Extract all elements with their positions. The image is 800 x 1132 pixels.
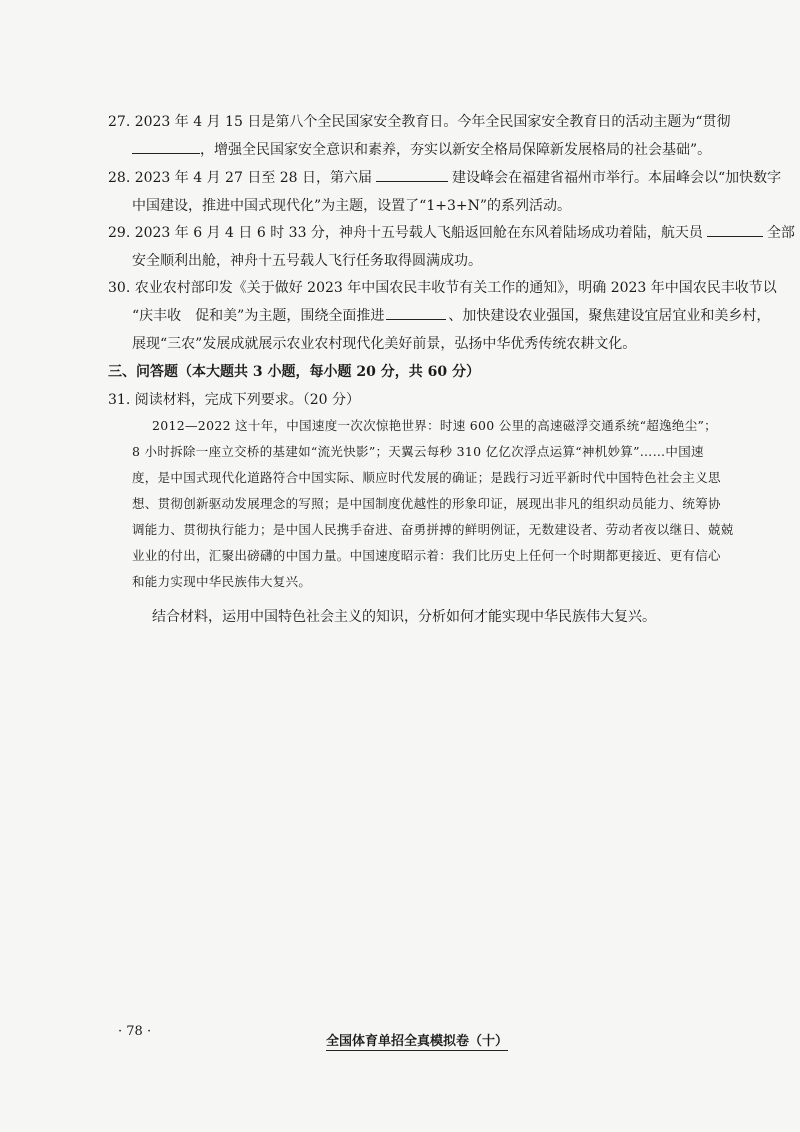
q30-answer-blank[interactable] — [386, 305, 446, 320]
q27-answer-blank[interactable] — [132, 139, 200, 154]
q31-material-line-2: 8 小时拆除一座立交桥的基建如“流光快影”；天翼云每秒 310 亿亿次浮点运算“神机妙算”……中国速 — [132, 444, 704, 459]
q30-line-2-text-b: 、加快建设农业强国，聚焦建设宜居宜业和美乡村， — [448, 308, 771, 324]
q27-line-2-text: ，增强全民国家安全意识和素养，夯实以新安全格局保障新发展格局的社会基础”。 — [200, 142, 712, 158]
q31-intro: 31. 阅读材料，完成下列要求。（20 分） — [108, 392, 360, 408]
q31-task: 结合材料，运用中国特色社会主义的知识，分析如何才能实现中华民族伟大复兴。 — [152, 609, 656, 625]
q30-line-1: 30. 农业农村部印发《关于做好 2023 年中国农民丰收节有关工作的通知》，明确 2023 年中国农民丰收节以 — [108, 280, 777, 296]
q28-line-1 — [108, 167, 781, 189]
q27-line-1: 27. 2023 年 4 月 15 日是第八个全民国家安全教育日。今年全民国家安全教育日的活动主题为“贯彻 — [108, 114, 731, 130]
q29-line-1-text-b: 全部 — [766, 225, 795, 241]
q31-material-line-5: 调能力、贯彻执行能力；是中国人民携手奋进、奋勇拼搏的鲜明例证，无数建设者、劳动者夜以继日、兢兢 — [132, 522, 734, 537]
page-number: · 78 · — [118, 1024, 152, 1039]
q31-material-line-4: 想、贯彻创新驱动发展理念的写照；是中国制度优越性的形象印证，展现出非凡的组织动员能力、统筹协 — [132, 496, 721, 511]
q28-line-2: 中国建设，推进中国式现代化”为主题，设置了“1+3+N”的系列活动。 — [132, 198, 571, 214]
q31-material-line-1: 2012—2022 这十年，中国速度一次次惊艳世界：时速 600 公里的高速磁浮交通系统“超逸绝尘”； — [152, 418, 717, 433]
footer-title-text: 全国体育单招全真模拟卷（十） — [326, 1034, 509, 1049]
q31-material-line-7: 和能力实现中华民族伟大复兴。 — [132, 574, 312, 589]
footer-title — [326, 1030, 508, 1049]
q30-line-2-text-a: “庆丰收 促和美”为主题，围绕全面推进 — [132, 308, 385, 324]
q28-answer-blank[interactable] — [376, 167, 448, 182]
q28-line-1-text-a: 28. 2023 年 4 月 27 日至 28 日，第六届 — [108, 170, 373, 186]
section-3-heading: 三、问答题（本大题共 3 小题，每小题 20 分，共 60 分） — [108, 364, 480, 380]
q28-line-1-text-b: 建设峰会在福建省福州市举行。本届峰会以“加快数字 — [452, 170, 782, 186]
q29-answer-blank[interactable] — [707, 222, 763, 237]
q29-line-2: 安全顺利出舱，神舟十五号载人飞行任务取得圆满成功。 — [132, 253, 482, 269]
q30-line-2 — [132, 305, 770, 327]
q29-line-1 — [108, 222, 795, 244]
q31-material-line-6: 业业的付出，汇聚出磅礴的中国力量。中国速度昭示着：我们比历史上任何一个时期都更接近、更有信心 — [132, 548, 721, 563]
q31-material-line-3: 度，是中国式现代化道路符合中国实际、顺应时代发展的确证；是践行习近平新时代中国特色社会主义思 — [132, 470, 721, 485]
q29-line-1-text-a: 29. 2023 年 6 月 4 日 6 时 33 分，神舟十五号载人飞船返回舱在东风着陆场成功着陆，航天员 — [108, 225, 703, 241]
q27-line-2 — [132, 139, 711, 161]
q30-line-3: 展现“三农”发展成就展示农业农村现代化美好前景，弘扬中华优秀传统农耕文化。 — [132, 336, 637, 352]
